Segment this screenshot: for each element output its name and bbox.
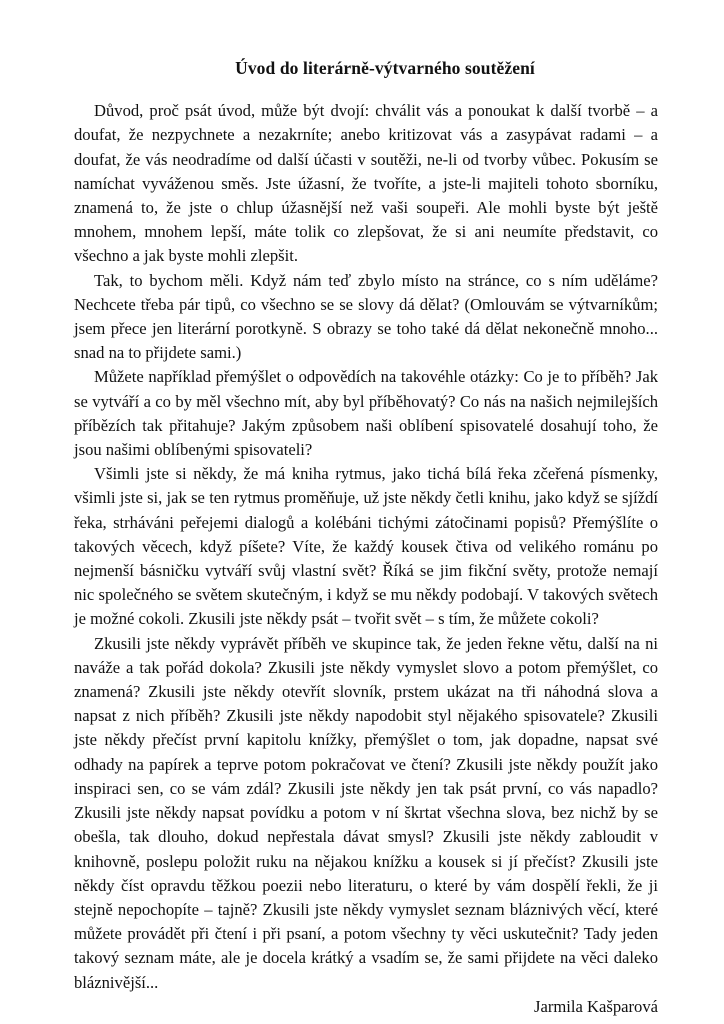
page-title: Úvod do literárně-výtvarného soutěžení <box>235 58 535 78</box>
paragraph-5: Zkusili jste někdy vyprávět příběh ve skupince tak, že jeden řekne větu, další na ni naváže a tak pořád dokola? Zkusili jste někdy vymyslet slovo a potom přemýšlet, co znamená? Zkusili jste někdy otevřít slovník, prstem ukázat na tři náhodná slova a napsat z nich příběh? Zkusili jste někdy napodobit styl nějakého spisovatele? Zkusili jste někdy přečíst první kapitolu knížky, přemýšlet o tom, jak dopadne, napsat své odhady na papírek a teprve potom pokračovat ve čtení? Zkusili jste někdy použít jako inspiraci sen, co se vám zdál? Zkusili jste někdy jen tak psát první, co vás napadlo? Zkusili jste někdy napsat povídku a potom v ní škrtat všechna slova, bez nichž by se obešla, tak dlouho, dokud nepřestala dávat smysl? Zkusili jste někdy zabloudit v knihovně, poslepu položit ruku na nějakou knížku a kousek si jí přečíst? Zkusili jste někdy číst opravdu těžkou poezii nebo literaturu, o které by vám dospělí řekli, že ji stejně nepochopíte – tajně? Zkusili jste někdy vymyslet seznam bláznivých věcí, které můžete provádět při čtení i při psaní, a potom všechny ty věci uskutečnit? Tady jeden takový seznam máte, ale je docela krátký a vsadím se, že sami přijdete na věci daleko bláznivější... <box>74 633 658 992</box>
paragraph-1: Důvod, proč psát úvod, může být dvojí: chválit vás a ponoukat k další tvorbě – a doufat, že nezpychnete a nezakrníte; anebo kritizovat vás a zasypávat radami – a doufat, že vás neodradíme od další účasti v soutěži, ne-li od tvorby vůbec. Pokusím se namíchat vyváženou směs. Jste úžasní, že tvoříte, a jste-li majiteli tohoto sborníku, znamená to, že jste o chlup úžasnější než vaši soupeři. Ale mohli byste být ještě mnohem, mnohem lepší, máte tolik co zlepšovat, že si ani neumíte představit, co všechno a jak byste mohli zlepšit. <box>74 101 658 266</box>
paragraph-4: Všimli jste si někdy, že má kniha rytmus, jako tichá bílá řeka zčeřená písmenky, všimli jste si, jak se ten rytmus proměňuje, už jste někdy četli knihu, jako když se sjíždí řeka, strháváni peřejemi dialogů a kolébáni tichými zátočinami popisů? Přemýšlíte o takových věcech, když píšete? Víte, že každý kousek čtiva od velikého románu po nejmenší básničku vytváří svůj vlastní svět? Říká se jim fikční světy, protože nemají nic společného se světem skutečným, i když se mu někdy podobají. V takových světech je možné cokoli. Zkusili jste někdy psát – tvořit svět – s tím, že můžete cokoli? <box>74 464 658 629</box>
document-page <box>74 56 658 1019</box>
paragraph-3: Můžete například přemýšlet o odpovědích na takovéhle otázky: Co je to příběh? Jak se vytváří a co by měl všechno mít, aby byl příběhovatý? Co nás na našich nejmilejších příbězích tak přitahuje? Jakým způsobem naši oblíbení spisovatelé dosahují toho, že jsou našimi oblíbenými spisovateli? <box>74 367 658 460</box>
paragraph-2: Tak, to bychom měli. Když nám teď zbylo místo na stránce, co s ním uděláme? Nechcete třeba pár tipů, co všechno se se slovy dá dělat? (Omlouvám se výtvarníkům; jsem přece jen literární porotkyně. S obrazy se toho také dá dělat nekonečně mnoho... snad na to přijdete sami.) <box>74 270 658 363</box>
author-signature: Jarmila Kašparová <box>534 996 658 1016</box>
